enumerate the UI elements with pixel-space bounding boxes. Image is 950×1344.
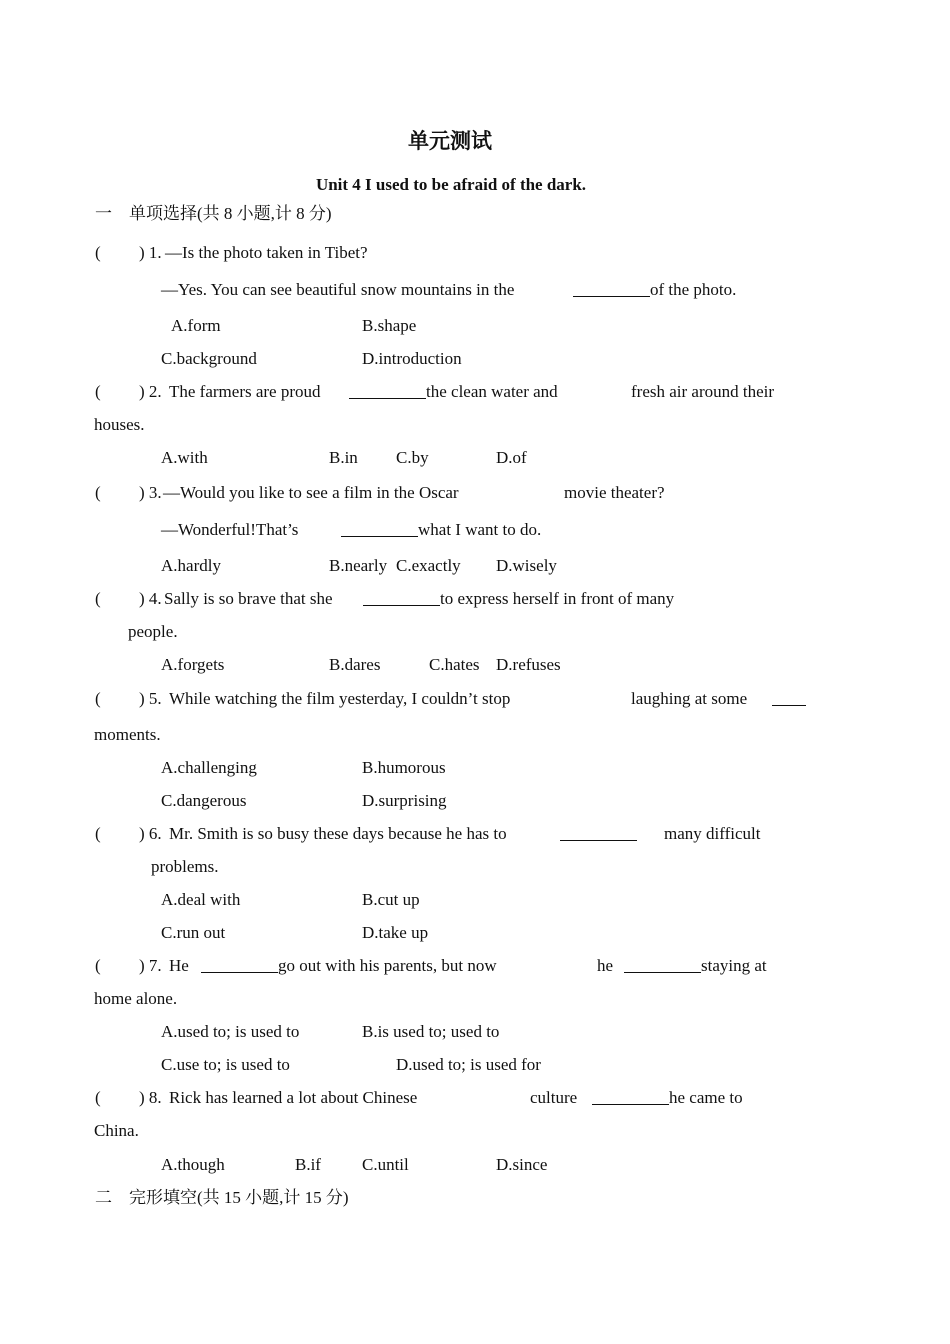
question-number: ) 2. [139, 382, 162, 401]
option-a: A.deal with [161, 890, 241, 909]
question-text: moments. [94, 725, 161, 744]
question-text: home alone. [94, 989, 178, 1008]
question-text: —Is the photo taken in Tibet? [165, 243, 368, 262]
option-b: B.cut up [362, 890, 420, 909]
question-text: staying at [701, 956, 767, 975]
option-a: A.forgets [161, 655, 225, 674]
question-text: what I want to do. [418, 520, 542, 539]
option-b: B.dares [329, 655, 381, 674]
question-text: the clean water and [426, 382, 558, 401]
option-b: B.humorous [362, 758, 446, 777]
question-text: Rick has learned a lot about Chinese [169, 1088, 418, 1107]
question-text: houses. [94, 415, 145, 434]
option-d: D.wisely [496, 556, 557, 575]
question-number: ) 7. [139, 956, 162, 975]
question-text: many difficult [664, 824, 761, 843]
answer-blank[interactable] [201, 957, 278, 976]
answer-bracket: ( [95, 689, 101, 708]
option-b: B.in [329, 448, 358, 467]
question-number: ) 6. [139, 824, 162, 843]
option-b: B.shape [362, 316, 417, 335]
option-c: C.use to; is used to [161, 1055, 290, 1074]
section-heading-2: 二 完形填空(共 15 小题,计 15 分) [95, 1188, 349, 1207]
question-text: laughing at some [631, 689, 748, 708]
question-number: ) 3. [139, 483, 162, 502]
answer-blank[interactable] [560, 825, 637, 844]
answer-bracket: ( [95, 382, 101, 401]
unit-subtitle: Unit 4 I used to be afraid of the dark. [315, 175, 587, 194]
option-a: A.used to; is used to [161, 1022, 300, 1041]
option-c: C.hates [429, 655, 480, 674]
option-c: C.run out [161, 923, 226, 942]
option-c: C.by [396, 448, 429, 467]
question-number: ) 5. [139, 689, 162, 708]
option-a: A.though [161, 1155, 225, 1174]
option-d: D.take up [362, 923, 429, 942]
option-d: D.surprising [362, 791, 447, 810]
option-b: B.if [295, 1155, 321, 1174]
question-text: While watching the film yesterday, I couldn’t stop [169, 689, 511, 708]
option-a: A.with [161, 448, 208, 467]
option-d: D.of [496, 448, 527, 467]
question-text: fresh air around their [631, 382, 775, 401]
question-text: movie theater? [564, 483, 665, 502]
answer-blank[interactable] [341, 521, 418, 540]
option-a: A.hardly [161, 556, 221, 575]
answer-blank[interactable] [624, 957, 701, 976]
answer-bracket: ( [95, 243, 101, 262]
answer-blank[interactable] [573, 281, 650, 300]
question-text: China. [94, 1121, 139, 1140]
option-c: C.until [362, 1155, 409, 1174]
question-number: ) 4. [139, 589, 162, 608]
question-number: ) 1. [139, 243, 162, 262]
question-text: —Yes. You can see beautiful snow mountains in the [161, 280, 515, 299]
question-text: problems. [151, 857, 219, 876]
question-number: ) 8. [139, 1088, 162, 1107]
option-d: D.since [496, 1155, 548, 1174]
answer-bracket: ( [95, 1088, 101, 1107]
option-a: A.form [171, 316, 221, 335]
question-text: people. [128, 622, 178, 641]
option-d: D.used to; is used for [396, 1055, 541, 1074]
option-b: B.nearly [329, 556, 388, 575]
question-text: —Would you like to see a film in the Oscar [163, 483, 459, 502]
question-text: go out with his parents, but now [278, 956, 497, 975]
option-a: A.challenging [161, 758, 257, 777]
option-c: C.dangerous [161, 791, 247, 810]
option-c: C.exactly [396, 556, 461, 575]
question-text: Sally is so brave that she [164, 589, 333, 608]
answer-bracket: ( [95, 483, 101, 502]
option-b: B.is used to; used to [362, 1022, 500, 1041]
question-text: he came to [669, 1088, 743, 1107]
option-d: D.refuses [496, 655, 561, 674]
question-text: he [597, 956, 614, 975]
question-text: He [169, 956, 189, 975]
question-text: Mr. Smith is so busy these days because he has to [169, 824, 507, 843]
answer-bracket: ( [95, 824, 101, 843]
page-title: 单元测试 [408, 129, 492, 153]
answer-blank[interactable] [349, 383, 426, 402]
answer-bracket: ( [95, 589, 101, 608]
answer-blank[interactable] [772, 690, 806, 709]
answer-bracket: ( [95, 956, 101, 975]
question-text: to express herself in front of many [440, 589, 675, 608]
option-c: C.background [161, 349, 257, 368]
answer-blank[interactable] [363, 590, 440, 609]
question-text: culture [530, 1088, 578, 1107]
question-text: —Wonderful!That’s [161, 520, 299, 539]
answer-blank[interactable] [592, 1089, 669, 1108]
question-text: The farmers are proud [169, 382, 321, 401]
section-heading-1: 一 单项选择(共 8 小题,计 8 分) [95, 204, 332, 223]
question-text: of the photo. [650, 280, 737, 299]
option-d: D.introduction [362, 349, 462, 368]
